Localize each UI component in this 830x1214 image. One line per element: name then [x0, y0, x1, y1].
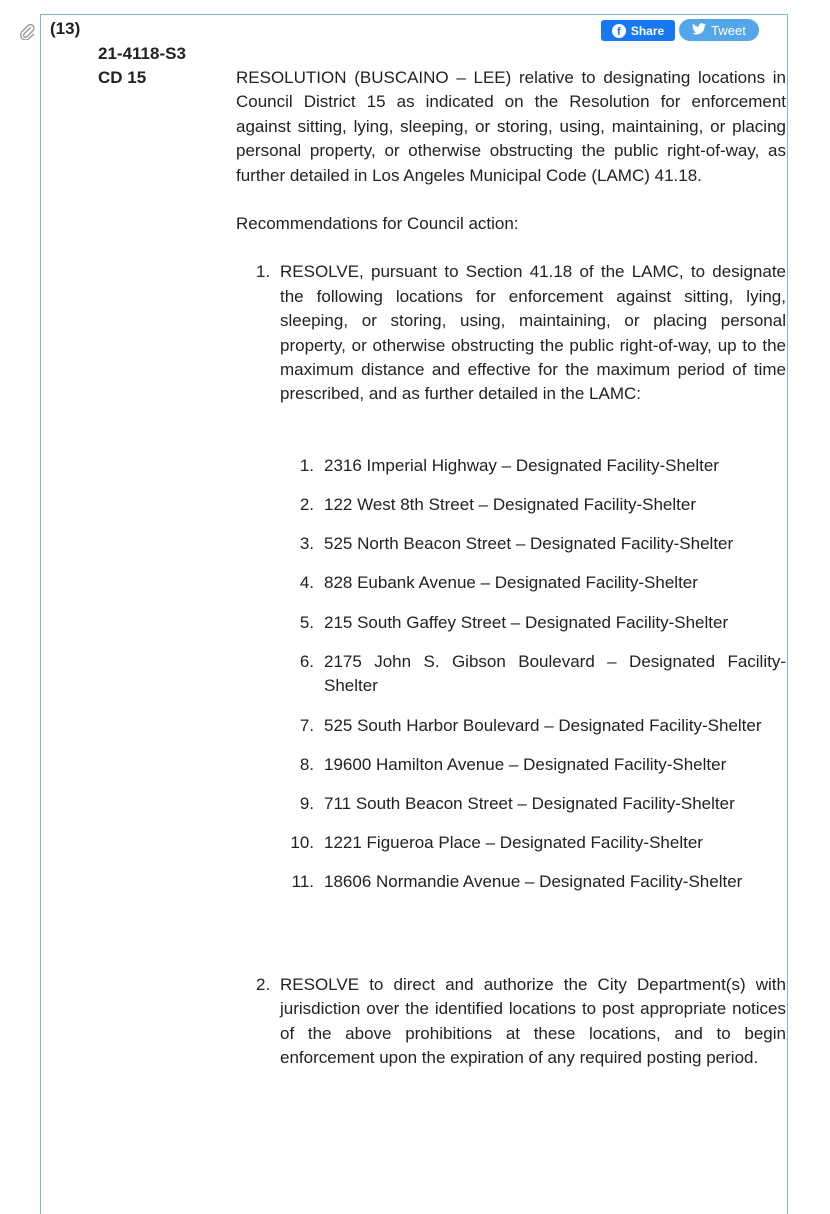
item-description: RESOLUTION (BUSCAINO – LEE) relative to designating locations in Council District 15 as indicated on the Resolution for enforcement against sitting, lying, sleeping, or storing, using, maintaining, or placing personal property, or otherwise obstructing the public right-of-way, as further detailed in Los Angeles Municipal Code (LAMC) 41.18.: [236, 68, 786, 185]
location-text: 711 South Beacon Street – Designated Facility-Shelter: [324, 793, 735, 813]
location-item: [280, 792, 786, 816]
facebook-icon: f: [612, 24, 626, 38]
location-number: 7.: [299, 715, 314, 735]
location-item: [280, 714, 786, 738]
location-item: [280, 650, 786, 699]
location-item: [280, 571, 786, 595]
location-text: 19600 Hamilton Avenue – Designated Facility-Shelter: [324, 754, 727, 774]
recommendation-number: 2.: [256, 974, 271, 994]
location-text: 828 Eubank Avenue – Designated Facility-Shelter: [324, 573, 698, 593]
location-item: [280, 493, 786, 517]
recommendation-item: [236, 260, 786, 894]
item-content: [236, 66, 786, 1070]
item-number: (13): [50, 19, 81, 38]
twitter-bird-icon: [692, 23, 706, 38]
location-text: 215 South Gaffey Street – Designated Facility-Shelter: [324, 612, 729, 632]
paperclip-icon[interactable]: [18, 22, 36, 40]
location-item: [280, 870, 786, 894]
recommendation-text: RESOLVE to direct and authorize the City Department(s) with jurisdiction over the identified locations to post appropriate notices of the above prohibitions at these locations, and to begin enforcement upon the expiration of any required posting period.: [280, 974, 786, 1067]
location-item: [280, 532, 786, 556]
location-number: 5.: [299, 612, 314, 632]
tweet-button[interactable]: [679, 19, 759, 41]
location-number: 1.: [299, 455, 314, 475]
location-text: 525 South Harbor Boulevard – Designated Facility-Shelter: [324, 715, 762, 735]
location-number: 11.: [291, 872, 314, 892]
location-item: [280, 753, 786, 777]
council-district: CD 15: [98, 68, 147, 87]
tweet-label: Tweet: [711, 22, 746, 38]
recommendations-heading: Recommendations for Council action:: [236, 214, 519, 234]
location-number: 4.: [299, 573, 314, 593]
location-text: 18606 Normandie Avenue – Designated Facility-Shelter: [324, 872, 743, 892]
location-number: 8.: [299, 754, 314, 774]
location-text: 1221 Figueroa Place – Designated Facility-Shelter: [324, 833, 703, 853]
location-number: 6.: [299, 651, 314, 671]
recommendation-number: 1.: [256, 262, 271, 282]
location-item: [280, 454, 786, 478]
location-number: 3.: [299, 534, 314, 554]
location-item: [280, 611, 786, 635]
share-label: Share: [630, 23, 665, 38]
facebook-share-button[interactable]: [601, 20, 675, 41]
location-text: 2316 Imperial Highway – Designated Facility-Shelter: [324, 455, 719, 475]
recommendations-list: [236, 260, 786, 1070]
locations-list: [280, 454, 786, 895]
council-file-number[interactable]: 21-4118-S3: [98, 44, 186, 63]
recommendation-item: [236, 973, 786, 1071]
location-number: 10.: [290, 833, 314, 853]
location-number: 9.: [299, 793, 314, 813]
location-number: 2.: [299, 495, 314, 515]
recommendation-text: RESOLVE, pursuant to Section 41.18 of the LAMC, to designate the following locations for enforcement against sitting, lying, sleeping, or storing, using, maintaining, or placing personal property, or otherwise obstructing the public right-of-way, up to the maximum distance and effective for the maximum period of time prescribed, and as further detailed in the LAMC:: [280, 262, 786, 404]
location-text: 2175 John S. Gibson Boulevard – Designated Facility-Shelter: [324, 651, 786, 696]
location-text: 525 North Beacon Street – Designated Facility-Shelter: [324, 534, 734, 554]
location-item: [280, 831, 786, 855]
location-text: 122 West 8th Street – Designated Facility-Shelter: [324, 495, 696, 515]
